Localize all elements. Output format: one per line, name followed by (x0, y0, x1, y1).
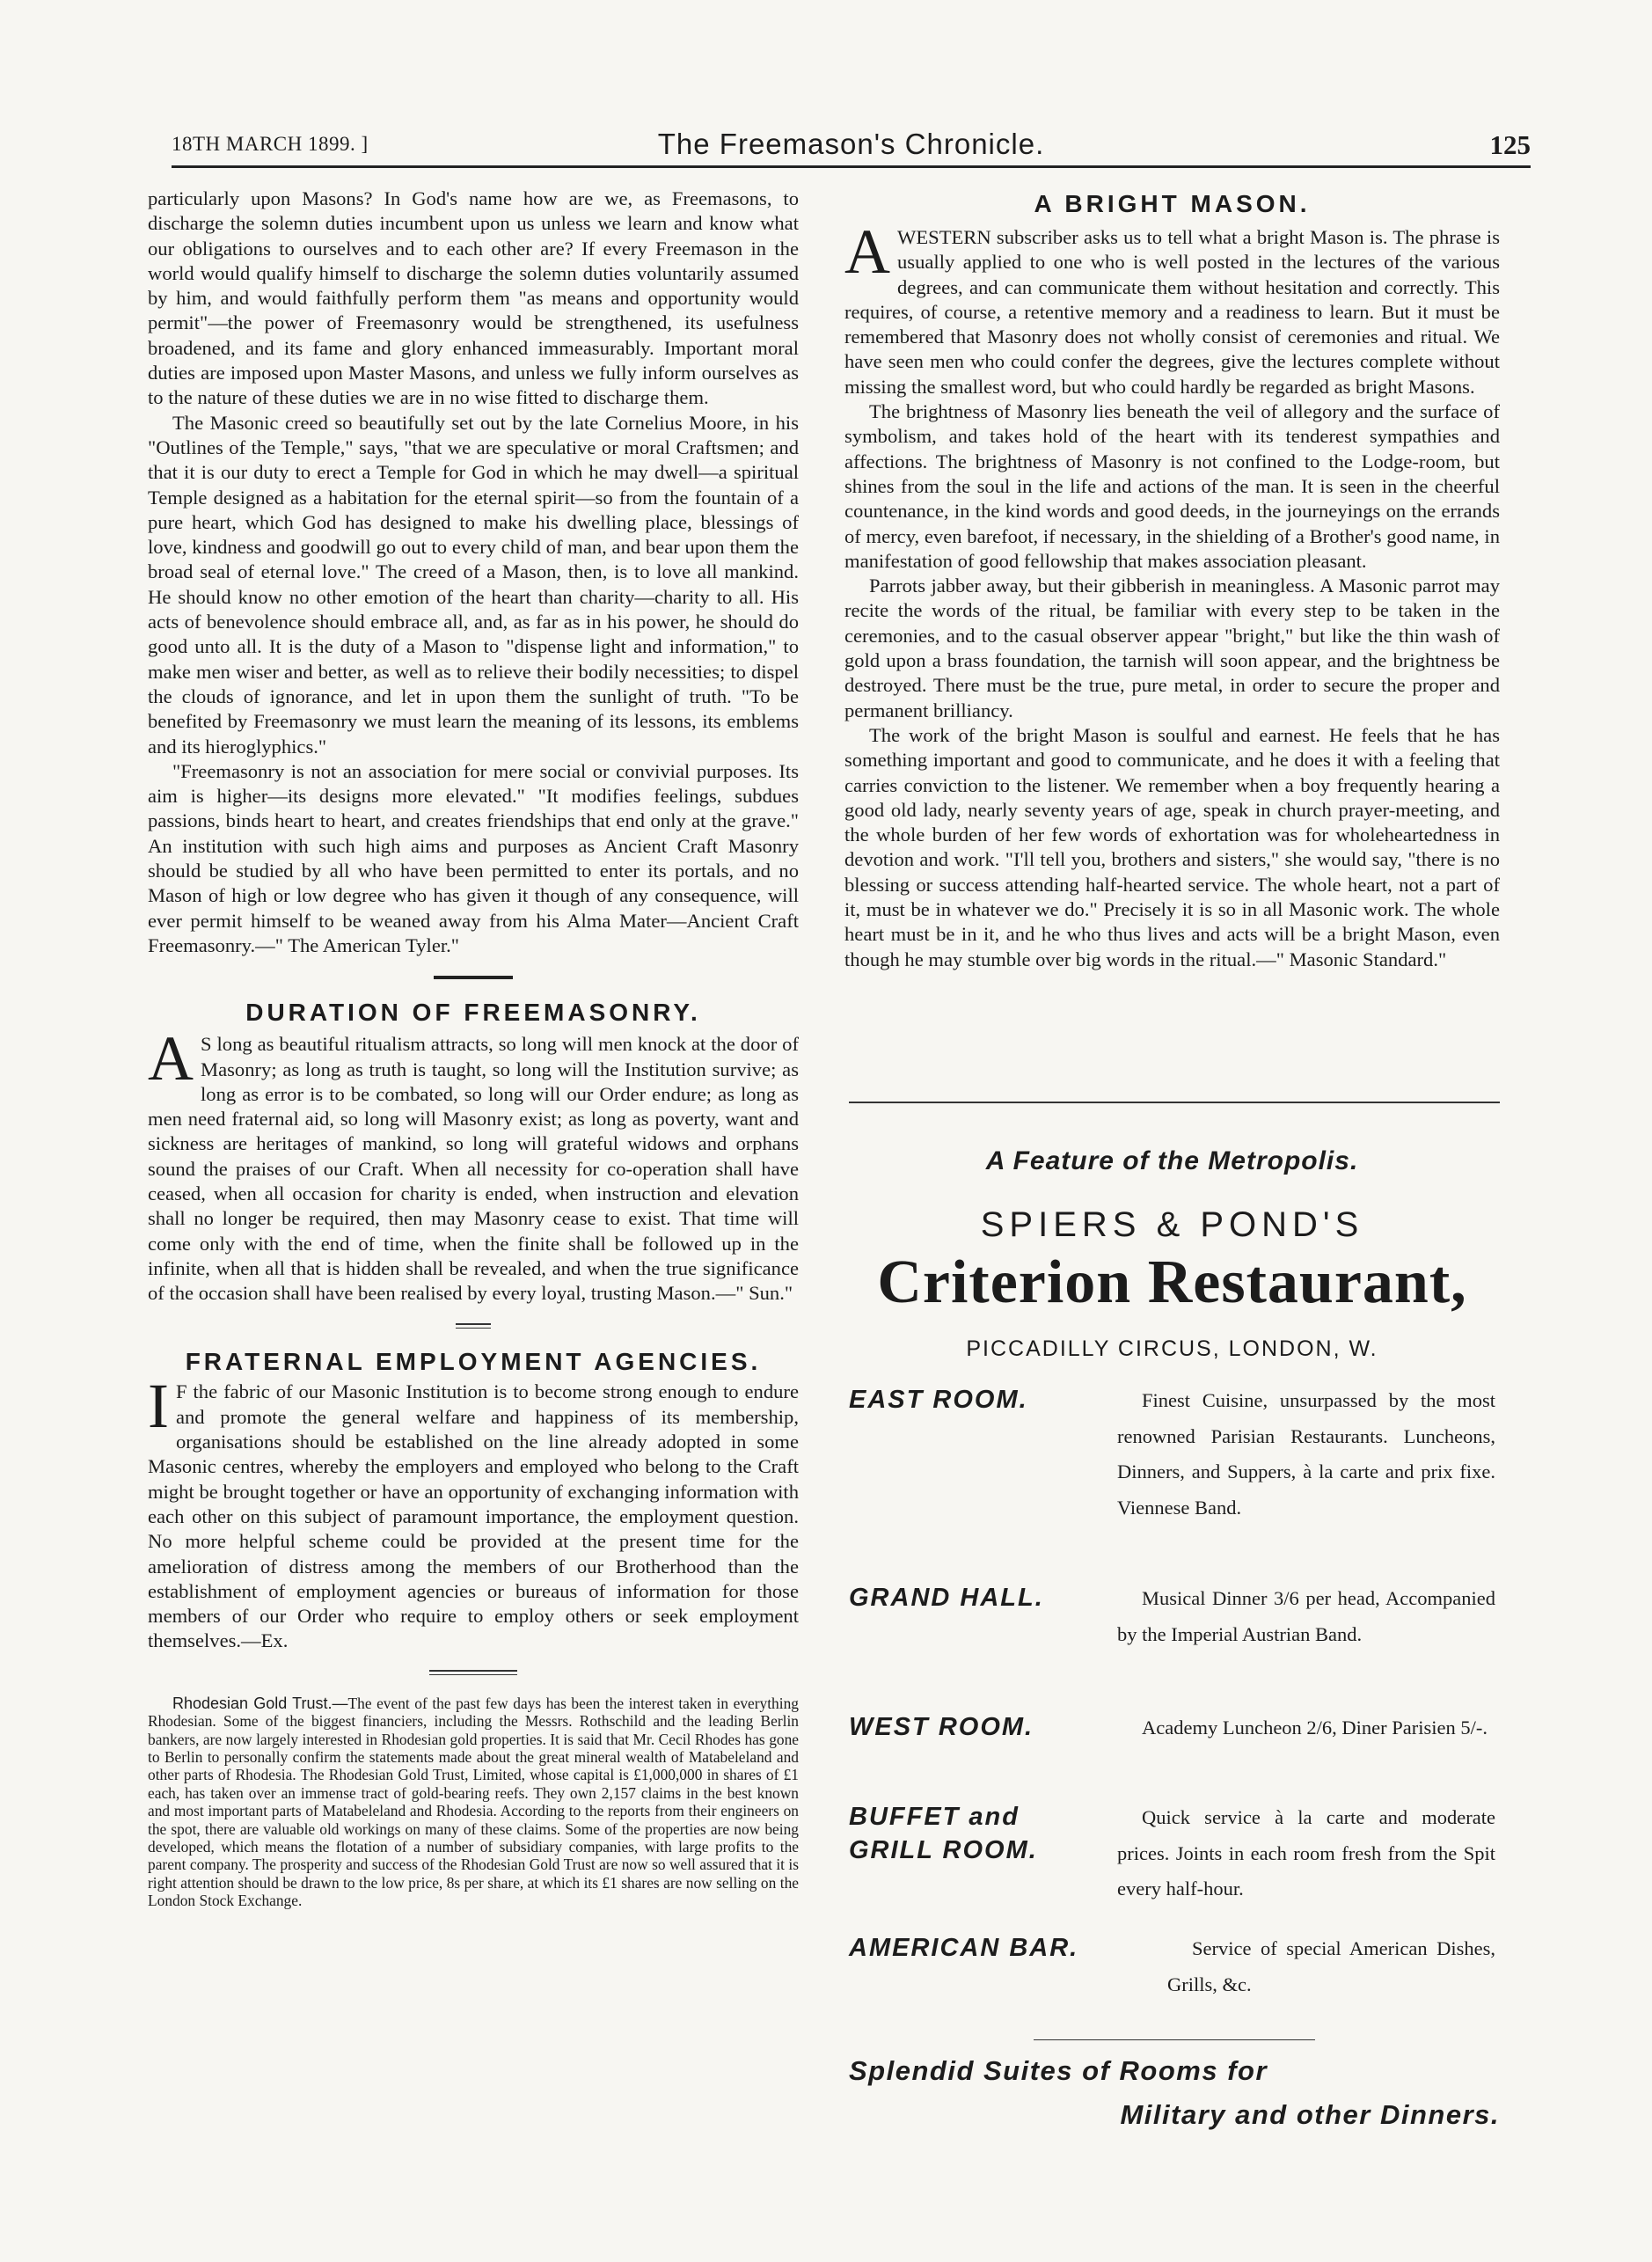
advert-top-rule (849, 1102, 1500, 1103)
rhodesian-text: The event of the past few days has been the interest taken in everything Rhodesian. Some of the biggest financiers, including the Messrs. Rothschild and the leading Berlin bankers, are now largely interested in Rhodesian gold properties. It is said that Mr. Cecil Rhodes has gone to Berlin to personally confirm the statements made about the great mineral wealth of Matabeleland and other parts of Rhodesia. The Rhodesian Gold Trust, Limited, whose capital is £1,000,000 in shares of £1 each, has taken over an immense tract of gold-bearing reefs. They own 2,157 claims in the best known and most important parts of Matabeleland and Rhodesia. According to the reports from their engineers on the spot, there are valuable old workings on many of these claims. Some of the properties are now being developed, which means the flotation of a number of subsidiary companies, with large profits to the parent company. The prosperity and success of the Rhodesian Gold Trust are now so well assured that it is right attention should be drawn to the low price, 8s per share, at which its £1 shares are now selling on the London Stock Exchange. (148, 1694, 799, 1910)
continuation-paragraph: The Masonic creed so beautifully set out by the late Cornelius Moore, in his "Outlines of the Temple," says, "that we are speculative or moral Craftsmen; and that it is our duty to erect a Temple for God in which he may dwell—a spiritual Temple designed as a habitation for the eternal spirit—so from the fountain of a pure heart, which God has designed to make his dwelling place, blessings of love, kindness and goodwill go out to every child of man, and bear upon them the broad seal of eternal love." The creed of a Mason, then, is to love all mankind. He should know no other emotion of the heart than charity—charity to all. His acts of benevolence should embrace all, and, as far as in his power, he should do good unto all. It is the duty of a Mason to "dispense light and information," to make men wiser and better, as well as to relieve their bodily necessities; to dispel the clouds of ignorance, and let in upon them the sunlight of truth. "To be benefited by Freemasonry we must learn the meaning of its lessons, its emblems and its hieroglyphics." (148, 411, 799, 758)
bright-mason-heading: A BRIGHT MASON. (1034, 190, 1311, 217)
room-description: Service of special American Dishes, Grills, &c. (1167, 1937, 1495, 1995)
room-name: WEST ROOM. (849, 1713, 1034, 1741)
fraternal-text: F the fabric of our Masonic Institution is to become strong enough to endure and promote the general welfare and happiness of its membership, organisations should be established on the line already adopted in some Masonic centres, whereby the employers and employed who belong to the Craft might be brought together or have an opportunity of exchanging information with each other on this subject of paramount importance, the employment question. No more helpful scheme could be provided at the present time for the amelioration of distress among the members of our Brotherhood than the establishment of employment agencies or bureaus of information for those members of our Order who require to employ others or seek employment themselves.—Ex. (148, 1380, 799, 1652)
drop-cap: A (148, 1023, 194, 1094)
bright-mason-paragraph: The work of the bright Mason is soulful and earnest. He feels that he has something important and good to communicate, and he does it with a feeling that carries conviction to the listener. We remember when a boy frequently hearing a good old lady, nearly seventy years of age, speak in church prayer-meeting, and the whole burden of her few words of exhortation was for wholeheartedness in devotion and work. "I'll tell you, brothers and sisters," she would say, "there is no blessing or success attending half-hearted service. The whole heart, not a part of it, must be in whatever we do." Precisely it is so in all Masonic work. The whole heart must be in it, and he who thus lives and acts will be a bright Mason, even though he may stumble over big words in the ritual.—" Masonic Standard." (844, 723, 1500, 970)
duration-text: S long as beautiful ritualism attracts, so long will men knock at the door of Masonry; as long as truth is taught, so long will the Institution survive; as long as error is to be combated, so long will our Order endure; as long as men need fraternal aid, so long will Masonry exist; as long as poverty, want and sickness are heritages of mankind, so long will grateful widows and orphans sound the praises of our Craft. When all necessity for co-operation shall have ceased, when all occasion for charity is ended, when instruction and elevation shall no longer be required, then may Masonry cease to exist. That time will come only with the end of time, when the finite shall be followed up in the infinite, when all that is hidden shall be revealed, and when the true significance of the occasion shall have been realised by every loyal, trusting Mason.—" Sun." (148, 1033, 799, 1305)
room-description: Quick service à la carte and moderate prices. Joints in each room fresh from the Spit every half-hour. (1117, 1806, 1495, 1900)
room-description: Musical Dinner 3/6 per head, Accompanied by the Imperial Austrian Band. (1117, 1587, 1495, 1645)
drop-cap: I (148, 1371, 169, 1442)
bright-mason-paragraph: The brightness of Masonry lies beneath the veil of allegory and the surface of symbolism, and takes hold of the heart with its tenderest sympathies and affections. The brightness of Masonry is not confined to the Lodge-room, but shines from the soul in the life and actions of the man. It is seen in the cheerful countenance, in the kind words and good deeds, in the journeyings on the errands of mercy, even barefoot, if necessary, in the shielding of a Brother's good name, in manifestation of good fellowship that makes association pleasant. (844, 400, 1500, 572)
fraternal-heading: FRATERNAL EMPLOYMENT AGENCIES. (185, 1348, 762, 1376)
advert-location: PICCADILLY CIRCUS, LONDON, W. (966, 1336, 1378, 1361)
advert-suites-line: Splendid Suites of Rooms for (849, 2055, 1268, 2086)
advert-rule (1034, 2039, 1315, 2040)
page-number: 125 (1489, 129, 1531, 160)
rhodesian-title: Rhodesian Gold Trust.— (172, 1694, 348, 1712)
bright-mason-paragraph: Parrots jabber away, but their gibberish in meaningless. A Masonic parrot may recite the words of the ritual, be familiar with every step to be taken in the ceremonies, and to the casual observer appear "bright," but like the thin wash of gold upon a brass foundation, the tarnish will soon appear, and the brightness be destroyed. There must be the true, pure metal, in order to secure the proper and permanent brilliancy. (844, 575, 1500, 721)
room-name: BUFFET and GRILL ROOM. (849, 1803, 1038, 1864)
advert-suites-line: Military and other Dinners. (1120, 2099, 1500, 2130)
bright-mason-text: WESTERN subscriber asks us to tell what a bright Mason is. The phrase is usually applied to one who is well posted in the lectures of the various degrees, and can communicate them without hesitation and correctly. This requires, of course, a retentive memory and a readiness to learn. But it must be remembered that Masonry does not wholly consist of ceremonies and ritual. We have seen men who could confer the degrees, give the lectures complete without missing the smallest word, but who could hardly be regarded as bright Masons. (844, 226, 1500, 398)
duration-article (148, 1023, 799, 1306)
right-column (844, 187, 1500, 972)
room-name: AMERICAN BAR. (849, 1934, 1079, 1962)
duration-heading: DURATION OF FREEMASONRY. (245, 999, 701, 1027)
room-description: Finest Cuisine, unsurpassed by the most renowned Parisian Restaurants. Luncheons, Dinners, and Suppers, à la carte and prix fixe. Viennese Band. (1117, 1389, 1495, 1519)
bright-mason-first-paragraph (844, 216, 1500, 399)
continuation-paragraph: "Freemasonry is not an association for mere social or convivial purposes. Its aim is higher—its designs more elevated." "It modifies feelings, subdues passions, binds heart to heart, and creates friendships that end only at the grave." An institution with such high aims and purposes as Ancient Craft Masonry should be studied by all who have been permitted to enter its portals, and no Mason of high or low degree who has given it though of any consequence, will ever permit himself to be weaned away from his Alma Mater—Ancient Craft Freemasonry.—" The American Tyler." (148, 759, 799, 956)
left-column (148, 187, 799, 1910)
page-header (172, 128, 1531, 166)
issue-date: 18TH MARCH 1899. ] (172, 133, 369, 155)
rhodesian-article (148, 1695, 799, 1910)
room-name: GRAND HALL. (849, 1584, 1044, 1612)
publication-title: The Freemason's Chronicle. (657, 128, 1045, 160)
advert-brand: SPIERS & POND'S (980, 1205, 1364, 1244)
room-description: Academy Luncheon 2/6, Diner Parisien 5/-. (1142, 1717, 1488, 1739)
advert-feature-line: A Feature of the Metropolis. (985, 1146, 1359, 1175)
fraternal-article (148, 1371, 799, 1653)
advert-restaurant-name: Criterion Restaurant, (877, 1248, 1467, 1316)
header-rule (172, 165, 1531, 168)
drop-cap: A (844, 216, 890, 287)
room-name: EAST ROOM. (849, 1386, 1028, 1414)
continuation-paragraph: particularly upon Masons? In God's name how are we, as Freemasons, to discharge the solemn duties incumbent upon us unless we learn and know what our obligations to ourselves and to each other are? If every Freemason in the world would qualify himself to discharge the solemn duties voluntarily assumed by him, and would faithfully perform them "as means and opportunity would permit"—the power of Freemasonry would be strengthened, its usefulness broadened, and its fame and glory enhanced immeasurably. Important moral duties are imposed upon Master Masons, and unless we fully inform ourselves as to the nature of these duties we are in no wise fitted to discharge them. (148, 187, 799, 409)
